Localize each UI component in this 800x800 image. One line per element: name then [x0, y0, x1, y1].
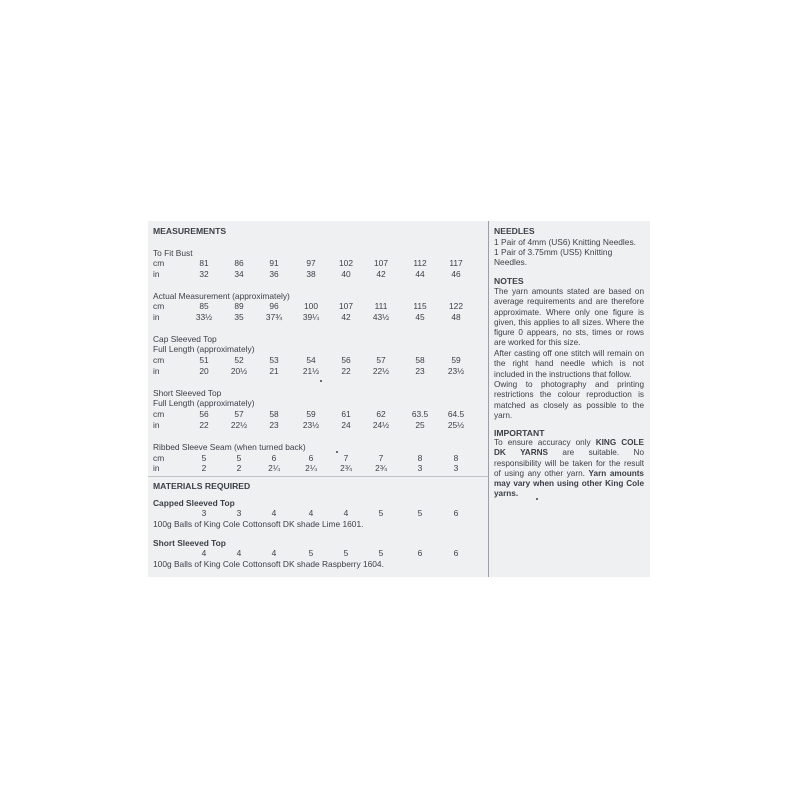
size-value-cell: 35: [234, 312, 244, 322]
important-bold-text: KING COLE DK YARNS: [494, 438, 644, 458]
size-value-cell: 33½: [195, 312, 213, 322]
size-value-cell: 5: [378, 508, 384, 518]
capped-yarn-desc: 100g Balls of King Cole Cottonsoft DK shade Lime 1601.: [153, 519, 364, 529]
size-value-cell: 100: [304, 301, 318, 311]
important-text: To ensure accuracy only: [494, 438, 596, 447]
size-value-cell: 3: [417, 463, 423, 473]
size-value-cell: 6: [453, 508, 459, 518]
row-unit-label: in: [153, 420, 160, 430]
important-bold-text: Yarn amounts may vary when using other King Cole yarns.: [494, 468, 644, 499]
size-value-cell: 45: [415, 312, 425, 322]
size-value-cell: 54: [306, 355, 316, 365]
size-value-cell: 4: [236, 548, 242, 558]
size-value-cell: 96: [269, 301, 279, 311]
size-value-cell: 23: [415, 366, 425, 376]
size-value-cell: 111: [374, 301, 388, 311]
row-unit-label: in: [153, 366, 160, 376]
size-value-cell: 36: [269, 269, 279, 279]
cap-sleeved-sublabel: Full Length (approximately): [153, 344, 255, 354]
size-value-cell: 59: [306, 409, 316, 419]
size-value-cell: 2: [236, 463, 242, 473]
size-value-cell: 8: [417, 453, 423, 463]
size-value-cell: 57: [234, 409, 244, 419]
notes-paragraph: Owing to photography and printing restrictions the colour reproduction is matched as closely as possible to the yarn.: [494, 380, 644, 420]
ribbed-sleeve-label: Ribbed Sleeve Seam (when turned back): [153, 442, 306, 452]
size-value-cell: 58: [269, 409, 279, 419]
size-value-cell: 46: [451, 269, 461, 279]
size-value-cell: 2¾: [375, 463, 387, 473]
size-value-cell: 24: [341, 420, 351, 430]
size-value-cell: 86: [234, 258, 244, 268]
needles-heading: NEEDLES: [494, 226, 535, 236]
short-sleeved-label: Short Sleeved Top: [153, 388, 222, 398]
size-value-cell: 107: [339, 301, 353, 311]
size-value-cell: 51: [199, 355, 209, 365]
row-unit-label: cm: [153, 258, 165, 268]
size-value-cell: 2¼: [305, 463, 317, 473]
size-value-cell: 53: [269, 355, 279, 365]
size-value-cell: 7: [378, 453, 384, 463]
size-value-cell: 22½: [372, 366, 390, 376]
size-value-cell: 4: [271, 508, 277, 518]
size-value-cell: 21: [269, 366, 279, 376]
size-value-cell: 85: [199, 301, 209, 311]
size-value-cell: 63.5: [411, 409, 429, 419]
size-value-cell: 24½: [372, 420, 390, 430]
size-value-cell: 3: [236, 508, 242, 518]
size-value-cell: 22½: [230, 420, 248, 430]
section-divider: [148, 476, 488, 477]
size-value-cell: 39¼: [302, 312, 320, 322]
size-value-cell: 21½: [302, 366, 320, 376]
size-value-cell: 61: [341, 409, 351, 419]
actual-measurement-label: Actual Measurement (approximately): [153, 291, 290, 301]
size-value-cell: 38: [306, 269, 316, 279]
needles-line: 1 Pair of 3.75mm (US5) Knitting: [494, 247, 613, 257]
size-value-cell: 81: [199, 258, 209, 268]
size-value-cell: 43½: [372, 312, 390, 322]
size-value-cell: 5: [417, 508, 423, 518]
size-value-cell: 4: [308, 508, 314, 518]
size-value-cell: 42: [341, 312, 351, 322]
size-value-cell: 4: [271, 548, 277, 558]
size-value-cell: 23½: [302, 420, 320, 430]
notes-heading: NOTES: [494, 276, 524, 286]
size-value-cell: 25½: [447, 420, 465, 430]
size-value-cell: 4: [201, 548, 207, 558]
needles-line: Needles.: [494, 257, 528, 267]
row-unit-label: cm: [153, 453, 165, 463]
row-unit-label: cm: [153, 301, 165, 311]
size-value-cell: 97: [306, 258, 316, 268]
size-value-cell: 23½: [447, 366, 465, 376]
size-value-cell: 6: [308, 453, 314, 463]
size-value-cell: 56: [341, 355, 351, 365]
size-value-cell: 23: [269, 420, 279, 430]
size-value-cell: 3: [453, 463, 459, 473]
size-value-cell: 7: [343, 453, 349, 463]
size-value-cell: 20: [199, 366, 209, 376]
size-value-cell: 5: [378, 548, 384, 558]
important-text: are suitable. No responsibility will be taken for the result of using any other yarn.: [494, 448, 644, 478]
size-value-cell: 4: [343, 508, 349, 518]
size-value-cell: 3: [201, 508, 207, 518]
size-value-cell: 20½: [230, 366, 248, 376]
column-divider: [488, 221, 489, 577]
size-value-cell: 32: [199, 269, 209, 279]
row-unit-label: in: [153, 463, 160, 473]
size-value-cell: 59: [451, 355, 461, 365]
size-value-cell: 5: [308, 548, 314, 558]
notes-paragraph: The yarn amounts stated are based on average requirements and are therefore approximate. Where only one figure is given, this applies to all sizes. Where the figure 0 appears, no sts, times or rows are worked for this size.: [494, 287, 644, 348]
short-sleeved-sublabel: Full Length (approximately): [153, 398, 255, 408]
size-value-cell: 8: [453, 453, 459, 463]
size-value-cell: 6: [453, 548, 459, 558]
size-value-cell: 117: [449, 258, 463, 268]
print-speck: [536, 498, 538, 500]
measurements-heading: MEASUREMENTS: [153, 226, 227, 236]
important-heading: IMPORTANT: [494, 428, 545, 438]
size-value-cell: 5: [201, 453, 207, 463]
size-value-cell: 44: [415, 269, 425, 279]
print-speck: [320, 380, 322, 382]
important-paragraph: [494, 438, 644, 500]
size-value-cell: 89: [234, 301, 244, 311]
size-value-cell: 48: [451, 312, 461, 322]
size-value-cell: 102: [339, 258, 353, 268]
size-value-cell: 58: [415, 355, 425, 365]
size-value-cell: 57: [376, 355, 386, 365]
size-value-cell: 25: [415, 420, 425, 430]
notes-paragraph: After casting off one stitch will remain on the right hand needle which is not included in the instructions that follow.: [494, 349, 644, 379]
size-value-cell: 5: [236, 453, 242, 463]
size-value-cell: 64.5: [447, 409, 465, 419]
short-yarn-desc: 100g Balls of King Cole Cottonsoft DK shade Raspberry 1604.: [153, 559, 384, 569]
needles-line: 1 Pair of 4mm (US6) Knitting Needles.: [494, 237, 636, 247]
materials-heading: MATERIALS REQUIRED: [153, 481, 251, 491]
row-unit-label: in: [153, 269, 160, 279]
size-value-cell: 40: [341, 269, 351, 279]
size-value-cell: 62: [376, 409, 386, 419]
row-unit-label: cm: [153, 355, 165, 365]
size-value-cell: 22: [199, 420, 209, 430]
size-value-cell: 2¾: [340, 463, 352, 473]
size-value-cell: 2: [201, 463, 207, 473]
size-value-cell: 2¼: [268, 463, 280, 473]
short-sleeved-materials-label: Short Sleeved Top: [153, 538, 226, 548]
row-unit-label: cm: [153, 409, 165, 419]
size-value-cell: 34: [234, 269, 244, 279]
size-value-cell: 37¾: [265, 312, 283, 322]
size-value-cell: 6: [271, 453, 277, 463]
to-fit-bust-label: To Fit Bust: [153, 248, 193, 258]
size-value-cell: 115: [413, 301, 427, 311]
size-value-cell: 5: [343, 548, 349, 558]
capped-sleeved-label: Capped Sleeved Top: [153, 498, 235, 508]
size-value-cell: 107: [374, 258, 388, 268]
size-value-cell: 6: [417, 548, 423, 558]
size-value-cell: 91: [269, 258, 279, 268]
size-value-cell: 56: [199, 409, 209, 419]
size-value-cell: 52: [234, 355, 244, 365]
row-unit-label: in: [153, 312, 160, 322]
size-value-cell: 122: [449, 301, 463, 311]
cap-sleeved-label: Cap Sleeved Top: [153, 334, 217, 344]
size-value-cell: 22: [341, 366, 351, 376]
size-value-cell: 42: [376, 269, 386, 279]
size-value-cell: 112: [413, 258, 427, 268]
